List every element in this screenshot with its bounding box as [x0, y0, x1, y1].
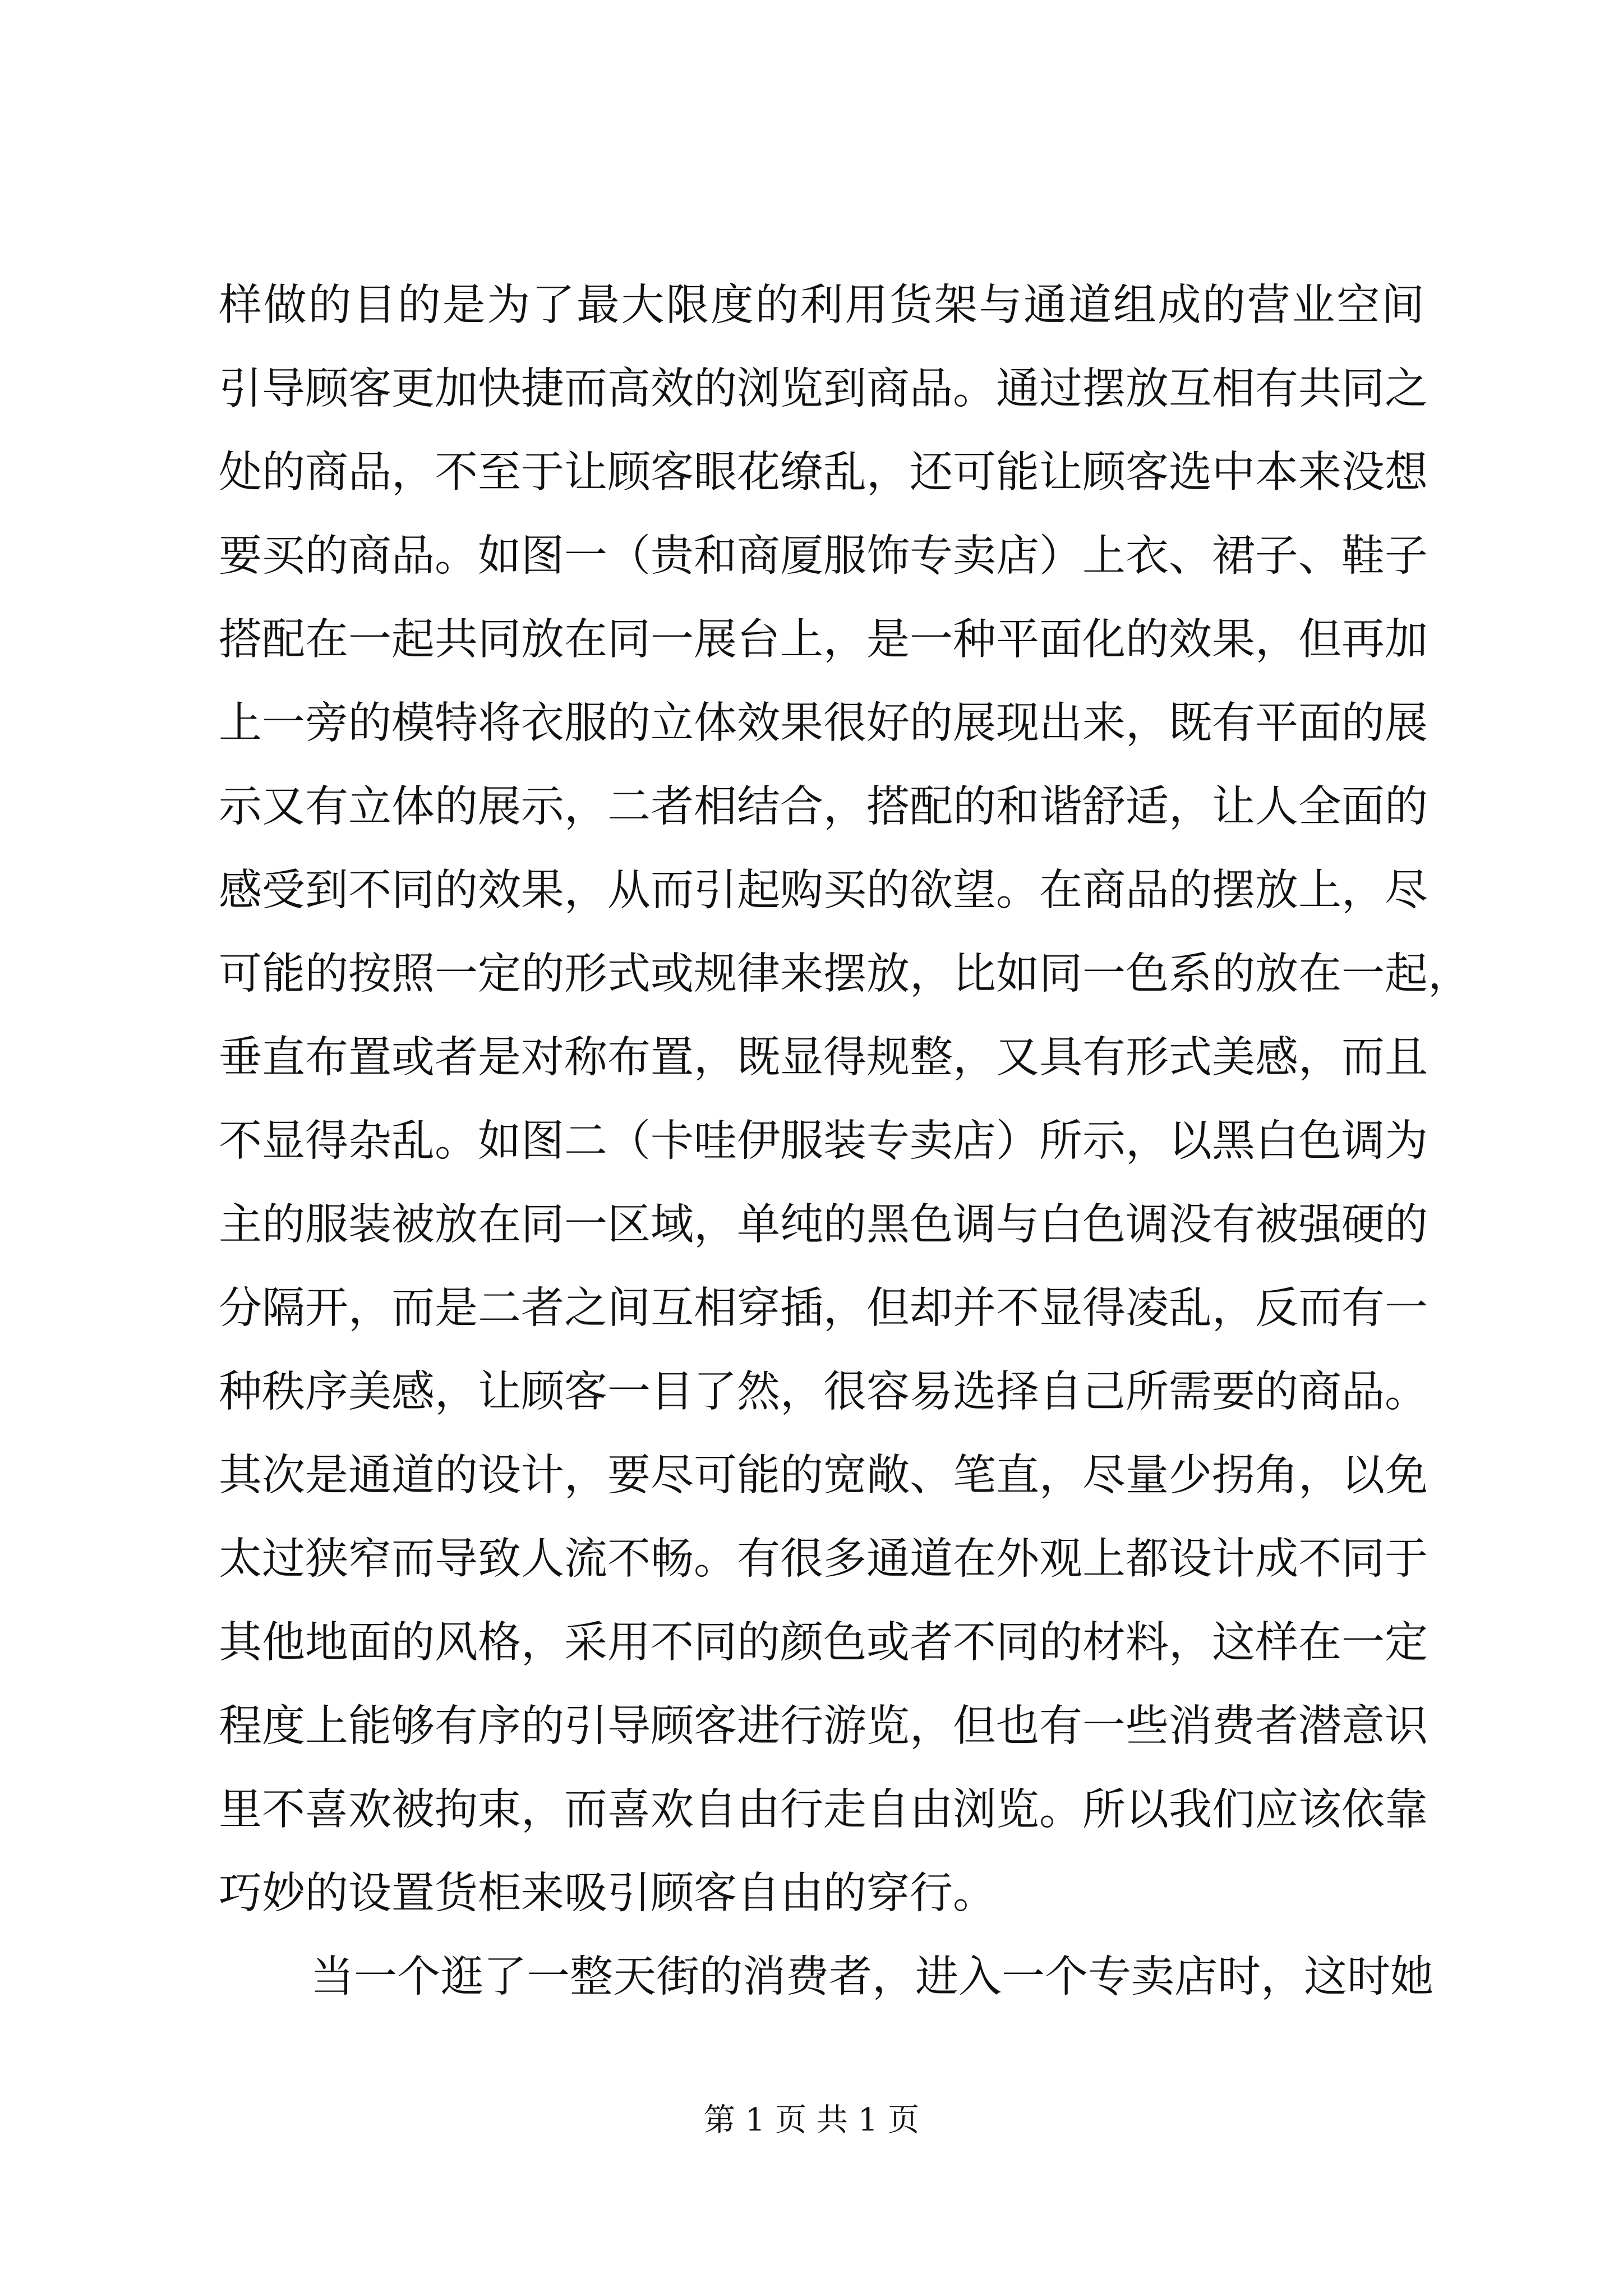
text-line: 搭配在一起共同放在同一展台上，是一种平面化的效果，但再加: [219, 615, 1428, 665]
text-line: 引导顾客更加快捷而高效的浏览到商品。通过摆放互相有共同之: [219, 364, 1428, 414]
page-footer: 第 1 页 共 1 页: [703, 2102, 920, 2138]
text-line: 分隔开，而是二者之间互相穿插，但却并不显得凌乱，反而有一: [219, 1283, 1428, 1333]
body-text: [219, 264, 1471, 2019]
text-line: 里不喜欢被拘束，而喜欢自由行走自由浏览。所以我们应该依靠: [219, 1785, 1428, 1835]
text-line: 太过狭窄而导致人流不畅。有很多通道在外观上都设计成不同于: [219, 1534, 1428, 1584]
text-line: 种秩序美感，让顾客一目了然，很容易选择自己所需要的商品。: [219, 1367, 1428, 1417]
text-line: 巧妙的设置货柜来吸引顾客自由的穿行。: [219, 1869, 996, 1918]
text-line: 要买的商品。如图一（贵和商厦服饰专卖店）上衣、裙子、鞋子: [219, 531, 1428, 581]
text-line: 处的商品，不至于让顾客眼花缭乱，还可能让顾客选中本来没想: [219, 448, 1428, 498]
text-line: 垂直布置或者是对称布置，既显得规整，又具有形式美感，而且: [219, 1033, 1428, 1083]
text-line: 上一旁的模特将衣服的立体效果很好的展现出来，既有平面的展: [219, 698, 1428, 748]
text-line: 样做的目的是为了最大限度的利用货架与通道组成的营业空间: [219, 280, 1424, 330]
paragraph-first-line: 当一个逛了一整天街的消费者，进入一个专卖店时，这时她: [311, 1952, 1433, 2002]
text-line: 其他地面的风格，采用不同的颜色或者不同的材料，这样在一定: [219, 1618, 1428, 1668]
text-line: 示又有立体的展示，二者相结合，搭配的和谐舒适，让人全面的: [219, 782, 1428, 832]
text-line: 可能的按照一定的形式或规律来摆放，比如同一色系的放在一起，: [219, 949, 1471, 999]
text-line: 其次是通道的设计，要尽可能的宽敞、笔直，尽量少拐角，以免: [219, 1451, 1428, 1501]
text-line: 主的服装被放在同一区域，单纯的黑色调与白色调没有被强硬的: [219, 1200, 1428, 1250]
text-line: 感受到不同的效果，从而引起购买的欲望。在商品的摆放上，尽: [219, 866, 1428, 915]
text-line: 不显得杂乱。如图二（卡哇伊服装专卖店）所示，以黑白色调为: [219, 1116, 1428, 1166]
text-line: 程度上能够有序的引导顾客进行游览，但也有一些消费者潜意识: [219, 1701, 1428, 1751]
